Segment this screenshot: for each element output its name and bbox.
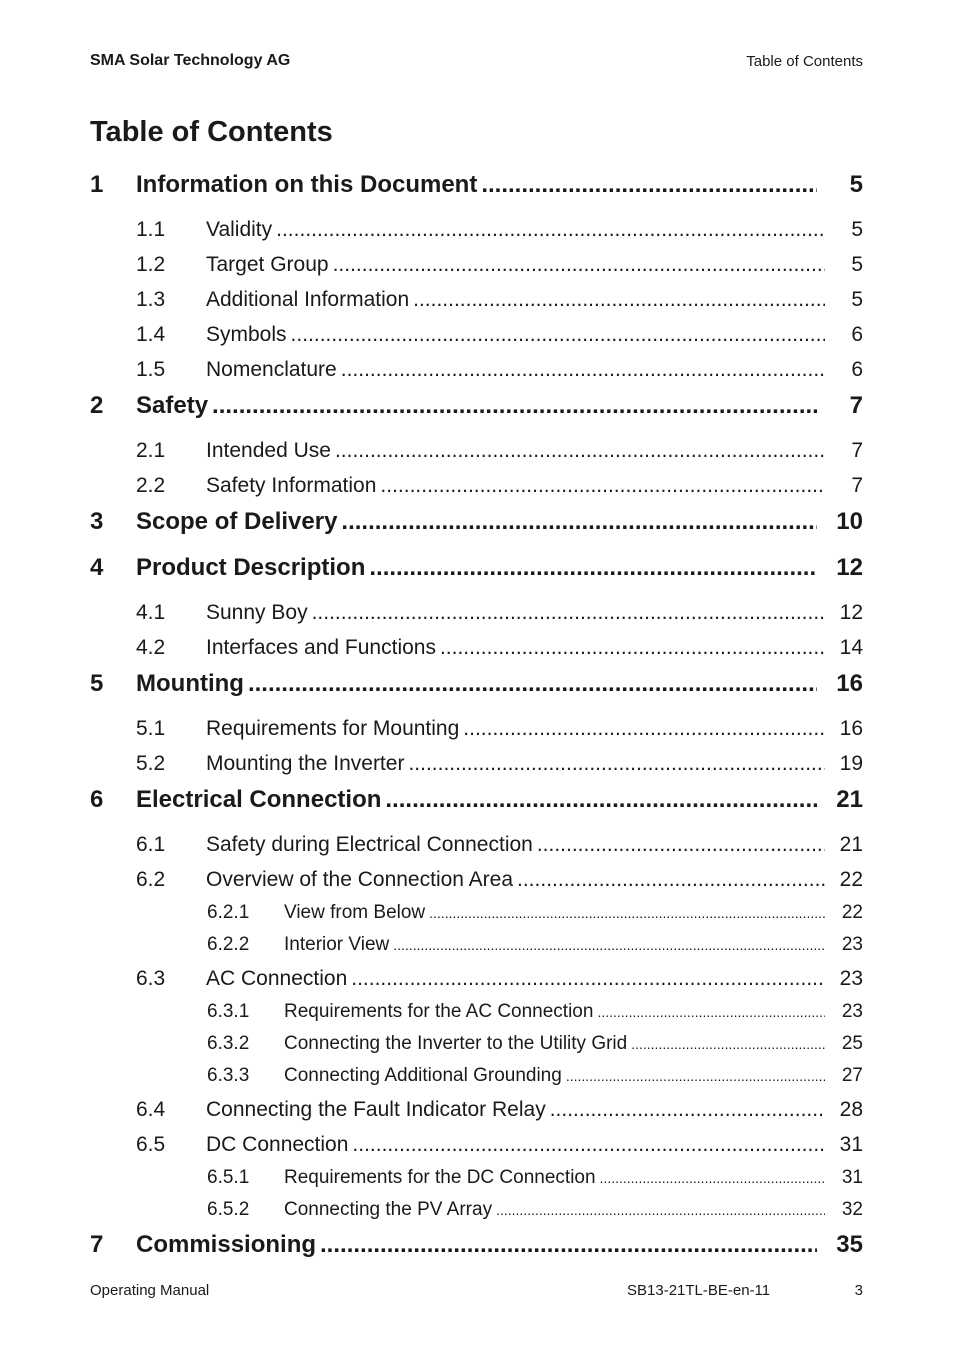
toc-entry-page: 16: [836, 670, 863, 697]
toc-entry-page: 31: [839, 1133, 863, 1156]
toc-entry-page: 14: [839, 636, 863, 659]
toc-entry-page: 7: [851, 474, 863, 497]
toc-dot-leader: [631, 1028, 825, 1060]
toc-entry-title: Commissioning: [136, 1231, 317, 1258]
toc-entry-number: 6.5.2: [207, 1199, 250, 1220]
toc-entry-number: 2.2: [136, 474, 166, 497]
toc-entry[interactable]: [90, 1162, 863, 1194]
toc-entry-page: 16: [839, 717, 863, 740]
toc-entry-number: 6.2: [136, 868, 166, 891]
toc-entry-page: 21: [836, 786, 863, 813]
toc-entry-number: 1.5: [136, 358, 166, 381]
toc-entry-page: 21: [839, 833, 863, 856]
toc-dot-leader: [463, 711, 825, 746]
toc-entry-page: 27: [841, 1065, 863, 1086]
toc-entry-number: 5.2: [136, 752, 166, 775]
toc-entry-number: 1: [90, 171, 104, 198]
toc-dot-leader: [566, 1060, 825, 1092]
toc-entry[interactable]: [90, 1194, 863, 1226]
toc-dot-leader: [369, 549, 817, 587]
toc-dot-leader: [341, 503, 817, 541]
toc-entry-number: 4.2: [136, 636, 166, 659]
toc-entry-page: 5: [851, 253, 863, 276]
toc-entry-title: Interfaces and Functions: [206, 636, 436, 659]
toc-dot-leader: [335, 433, 825, 468]
toc-entry[interactable]: [90, 166, 863, 212]
toc-entry-page: 7: [849, 392, 863, 419]
toc-dot-leader: [408, 746, 825, 781]
toc-entry-page: 23: [841, 934, 863, 955]
toc-entry-number: 5.1: [136, 717, 166, 740]
toc-entry-title: Validity: [206, 218, 273, 241]
toc-entry-page: 5: [851, 218, 863, 241]
toc-dot-leader: [537, 827, 825, 862]
toc-dot-leader: [333, 247, 825, 282]
toc-entry[interactable]: [90, 247, 863, 282]
toc-dot-leader: [341, 352, 825, 387]
toc-entry-number: 1.2: [136, 253, 166, 276]
toc-entry-title: Interior View: [284, 934, 390, 955]
toc-entry[interactable]: [90, 387, 863, 433]
toc-entry[interactable]: [90, 1028, 863, 1060]
toc-entry-title: Information on this Document: [136, 171, 478, 198]
toc-entry-page: 31: [841, 1167, 863, 1188]
toc-entry[interactable]: [90, 862, 863, 897]
toc-dot-leader: [440, 630, 825, 665]
toc-entry[interactable]: [90, 630, 863, 665]
toc-entry[interactable]: [90, 282, 863, 317]
toc-dot-leader: [312, 595, 825, 630]
toc-entry[interactable]: [90, 897, 863, 929]
toc-dot-leader: [276, 212, 825, 247]
toc-entry-number: 6.5.1: [207, 1167, 250, 1188]
toc-entry-page: 12: [836, 554, 863, 581]
toc-entry-title: AC Connection: [206, 967, 348, 990]
toc-entry-page: 12: [839, 601, 863, 624]
toc-entry-number: 6: [90, 786, 104, 813]
toc-entry-title: Mounting the Inverter: [206, 752, 405, 775]
toc-dot-leader: [517, 862, 825, 897]
toc-entry-page: 5: [851, 288, 863, 311]
toc-dot-leader: [291, 317, 825, 352]
toc-dot-leader: [351, 961, 825, 996]
toc-dot-leader: [413, 282, 825, 317]
toc-entry-page: 6: [851, 323, 863, 346]
toc-entry-title: Sunny Boy: [206, 601, 308, 624]
toc-entry-page: 22: [841, 902, 863, 923]
toc-entry[interactable]: [90, 503, 863, 549]
toc-entry-title: Requirements for the DC Connection: [284, 1167, 596, 1188]
toc-entry-title: Symbols: [206, 323, 287, 346]
toc-entry-title: Connecting Additional Grounding: [284, 1065, 562, 1086]
toc-entry-title: Requirements for the AC Connection: [284, 1001, 594, 1022]
toc-entry-title: Nomenclature: [206, 358, 337, 381]
toc-entry-title: Connecting the Inverter to the Utility Grid: [284, 1033, 628, 1054]
toc-entry-page: 19: [839, 752, 863, 775]
toc-entry[interactable]: [90, 549, 863, 595]
toc-entry-title: DC Connection: [206, 1133, 349, 1156]
toc-entry-number: 2.1: [136, 439, 166, 462]
header-company: SMA Solar Technology AG: [90, 52, 291, 69]
toc-entry-page: 23: [839, 967, 863, 990]
toc-entry[interactable]: [90, 1127, 863, 1162]
toc-entry-title: Product Description: [136, 554, 366, 581]
toc-entry-page: 32: [841, 1199, 863, 1220]
toc-entry-page: 22: [839, 868, 863, 891]
toc-entry-number: 1.4: [136, 323, 166, 346]
page-title: Table of Contents: [90, 116, 333, 148]
toc-dot-leader: [393, 929, 825, 961]
toc-entry-number: 6.2.1: [207, 902, 250, 923]
toc-entry-number: 6.3.1: [207, 1001, 250, 1022]
toc-entry-title: Intended Use: [206, 439, 331, 462]
toc-entry-number: 1.3: [136, 288, 166, 311]
toc-entry-number: 3: [90, 508, 104, 535]
toc-entry-title: Target Group: [206, 253, 329, 276]
toc-entry-number: 6.3.3: [207, 1065, 250, 1086]
toc-entry-title: Scope of Delivery: [136, 508, 338, 535]
toc-dot-leader: [248, 665, 817, 703]
toc-entry-title: Safety during Electrical Connection: [206, 833, 533, 856]
toc-entry[interactable]: [90, 595, 863, 630]
toc-entry-title: Mounting: [136, 670, 244, 697]
toc-entry[interactable]: [90, 996, 863, 1028]
toc-entry-page: 5: [849, 171, 863, 198]
toc-entry-title: Requirements for Mounting: [206, 717, 460, 740]
toc-entry-title: Connecting the PV Array: [284, 1199, 493, 1220]
toc-entry-page: 10: [836, 508, 863, 535]
toc-entry-number: 4: [90, 554, 104, 581]
toc-dot-leader: [352, 1127, 825, 1162]
toc-dot-leader: [481, 166, 817, 204]
toc-entry-page: 23: [841, 1001, 863, 1022]
toc-entry[interactable]: [90, 317, 863, 352]
toc-entry[interactable]: [90, 961, 863, 996]
toc-dot-leader: [550, 1092, 825, 1127]
toc-entry[interactable]: [90, 468, 863, 503]
toc-entry[interactable]: [90, 711, 863, 746]
toc-entry-page: 7: [851, 439, 863, 462]
toc-entry-number: 6.5: [136, 1133, 166, 1156]
toc-entry-number: 2: [90, 392, 104, 419]
toc-entry-number: 6.3.2: [207, 1033, 250, 1054]
toc-entry-title: Connecting the Fault Indicator Relay: [206, 1098, 546, 1121]
toc-entry[interactable]: [90, 665, 863, 711]
toc-entry-title: Safety: [136, 392, 209, 419]
toc-dot-leader: [597, 996, 825, 1028]
toc-dot-leader: [380, 468, 825, 503]
toc-entry-number: 6.3: [136, 967, 166, 990]
toc-entry[interactable]: [90, 827, 863, 862]
toc-entry[interactable]: [90, 1226, 863, 1272]
toc-entry-number: 6.2.2: [207, 934, 250, 955]
toc-entry-number: 1.1: [136, 218, 166, 241]
footer-doc-id: SB13-21TL-BE-en-11: [627, 1282, 771, 1299]
toc-entry[interactable]: [90, 1060, 863, 1092]
toc-entry-title: Additional Information: [206, 288, 410, 311]
toc-dot-leader: [212, 387, 817, 425]
toc-entry-page: 25: [841, 1033, 863, 1054]
toc-entry-title: Overview of the Connection Area: [206, 868, 514, 891]
toc-entry-title: View from Below: [284, 902, 426, 923]
toc-entry-number: 6.1: [136, 833, 166, 856]
toc-entry[interactable]: [90, 1092, 863, 1127]
toc-entry-page: 28: [839, 1098, 863, 1121]
footer-document: Operating Manual: [90, 1282, 210, 1299]
header-section: Table of Contents: [746, 53, 863, 70]
toc-entry-number: 6.4: [136, 1098, 166, 1121]
toc-entry[interactable]: [90, 212, 863, 247]
toc-dot-leader: [320, 1226, 817, 1264]
toc-dot-leader: [429, 897, 825, 929]
toc-entry[interactable]: [90, 352, 863, 387]
toc-entry[interactable]: [90, 929, 863, 961]
toc-entry[interactable]: [90, 781, 863, 827]
toc-dot-leader: [385, 781, 817, 819]
toc-entry-number: 7: [90, 1231, 104, 1258]
toc-entry-number: 4.1: [136, 601, 166, 624]
toc-dot-leader: [600, 1162, 825, 1194]
footer-page-number: 3: [854, 1282, 863, 1299]
table-of-contents: [90, 166, 863, 1272]
toc-entry[interactable]: [90, 746, 863, 781]
toc-entry-number: 5: [90, 670, 104, 697]
toc-entry-page: 35: [836, 1231, 863, 1258]
toc-entry-page: 6: [851, 358, 863, 381]
toc-entry[interactable]: [90, 433, 863, 468]
toc-entry-title: Safety Information: [206, 474, 377, 497]
toc-entry-title: Electrical Connection: [136, 786, 382, 813]
toc-dot-leader: [496, 1194, 825, 1226]
